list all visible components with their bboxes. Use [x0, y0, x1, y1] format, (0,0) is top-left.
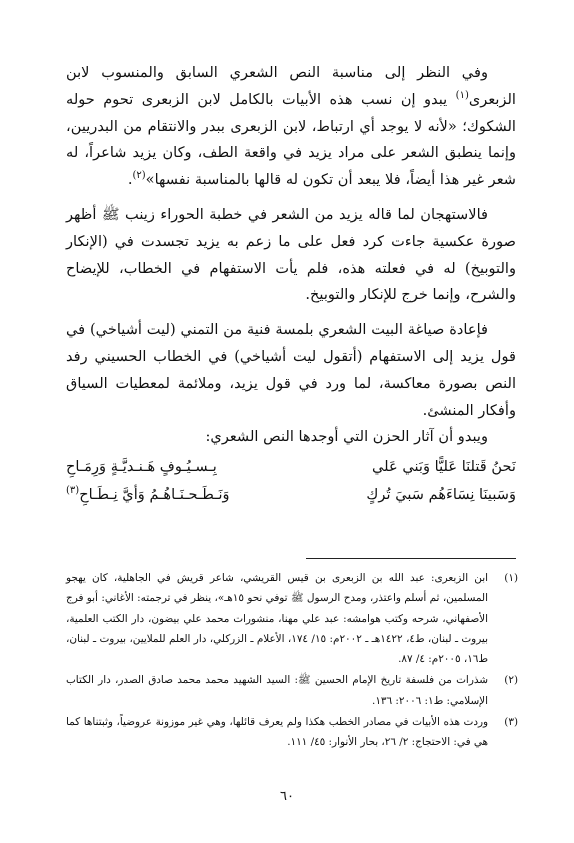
- paragraph-1-text: وفي النظر إلى مناسبة النص الشعري السابق والمنسوب لابن الزبعرى: [66, 64, 516, 108]
- footnote-3: [66, 712, 518, 753]
- poem-verse-2: [66, 481, 516, 509]
- footnote-separator: [306, 558, 516, 559]
- paragraph-1-quote: يبدو إن نسب هذه الأبيات بالكامل لابن الزبعرى تحوم حوله الشكوك؛ «لأنه لا يوجد أي ارتباط، لابن الزبعرى ببدر والانتقام من البدريين، وإنما ينطبق الشعر على مراد يزيد في واقعة الطف، وكان يزيد شاعراً، له شعر غير هذا أيضاً، فلا يبعد أن تكون له قالها بالمناسبة نفسها»: [66, 90, 516, 189]
- paragraph-2: فالاستهجان لما قاله يزيد من الشعر في خطبة الحوراء زينب ﷺ أظهر صورة عكسية جاءت كرد فعل على ما زعم به يزيد تجسدت في (الإنكار والتوبيخ) له في فعلته هذه، فلم يأت الاستفهام في الخطاب، للإيضاح والشرح، وإنما خرج للإنكار والتوبيخ.: [66, 205, 516, 304]
- footnote-ref-3[interactable]: (٣): [66, 485, 80, 497]
- verse-1-second-hemistich: بِـسـيُـوفٍ هَـنـديَّـةٍ وَرِمَـاحِ: [66, 458, 217, 476]
- footnote-3-number: (٣): [504, 716, 518, 729]
- page-number: ٦٠: [280, 789, 294, 804]
- footnote-1-number: (١): [504, 572, 518, 584]
- paragraph-4: ويبدو أن آثار الحزن التي أوجدها النص الشعري:: [205, 428, 488, 446]
- footnotes: [66, 568, 518, 754]
- paragraph-1: [66, 60, 516, 194]
- footnote-2-text: شذرات من فلسفة تاريخ الإمام الحسين ﷺ: السيد الشهيد محمد محمد صادق الصدر، دار الكتاب الإسلامي: ط١: ٢٠٠٦: ١٣٦.: [66, 674, 488, 707]
- footnote-2-number: (٢): [504, 674, 518, 687]
- footnote-3-text: وردت هذه الأبيات في مصادر الخطب هكذا ولم يعرف قائلها، وهي غير موزونة عروضياً، وثبتناها كما هي في: الاحتجاج: ٢/ ٢٦، بحار الأنوار: ٤٥/ ١١١.: [66, 716, 488, 749]
- footnote-ref-1[interactable]: (١): [455, 89, 469, 101]
- poem: [66, 453, 516, 509]
- verse-2-first-hemistich: وَسَبينَا نِسَاءَهُم سَبيَ تُركٍ: [366, 486, 516, 504]
- paragraph-3: فإعادة صياغة البيت الشعري بلمسة فنية من التمني (ليت أشياخي) في قول يزيد إلى الاستفهام (أتقول ليت أشياخي) في الخطاب الحسيني رفد النص بصورة معاكسة، لما ورد في قول يزيد، وملائمة لمعطيات السياق وأفكار المنشئ.: [66, 321, 516, 419]
- verse-2-second-hemistich: [66, 481, 278, 509]
- footnote-2: [66, 670, 518, 711]
- footnote-1-text: ابن الزبعرى: عبد الله بن الزبعرى بن قيس القريشي، شاعر قريش في الجاهلية، كان يهجو المسلمين، ثم أسلم واعتذر، ومدح الرسول ﷺ توفي نحو ١٥هـ»، ينظر في ترجمته: الأغاني: أبو فرج الأصفهاني، شرحه وكتب هوامشه: عبد علي مهنا، منشورات محمد علي بيضون، دار الكتب العلمية، بيروت ـ لبنان، ط٤، ١٤٢٢هـ ـ ٢٠٠٢م: ١٥/ ١٧٤، الأعلام ـ الزركلي، دار العلم للملايين، بيروت ـ لبنان، ط١٦، ٢٠٠٥م: ٤/ ٨٧.: [66, 572, 488, 666]
- paragraph-1-end: .: [127, 171, 133, 189]
- verse-2-second-text: وَنَـطَـحـنَـاهُـمُ وَأيَّ نِـطَـاحِ: [79, 486, 230, 504]
- footnote-ref-2[interactable]: (٢): [132, 170, 146, 182]
- footnote-1: [66, 568, 518, 669]
- poem-verse-1: [66, 453, 516, 481]
- verse-1-first-hemistich: نَحنُ قَتلنَا عَليًّا وَبَني عَلي: [372, 458, 516, 476]
- main-text: [66, 60, 516, 509]
